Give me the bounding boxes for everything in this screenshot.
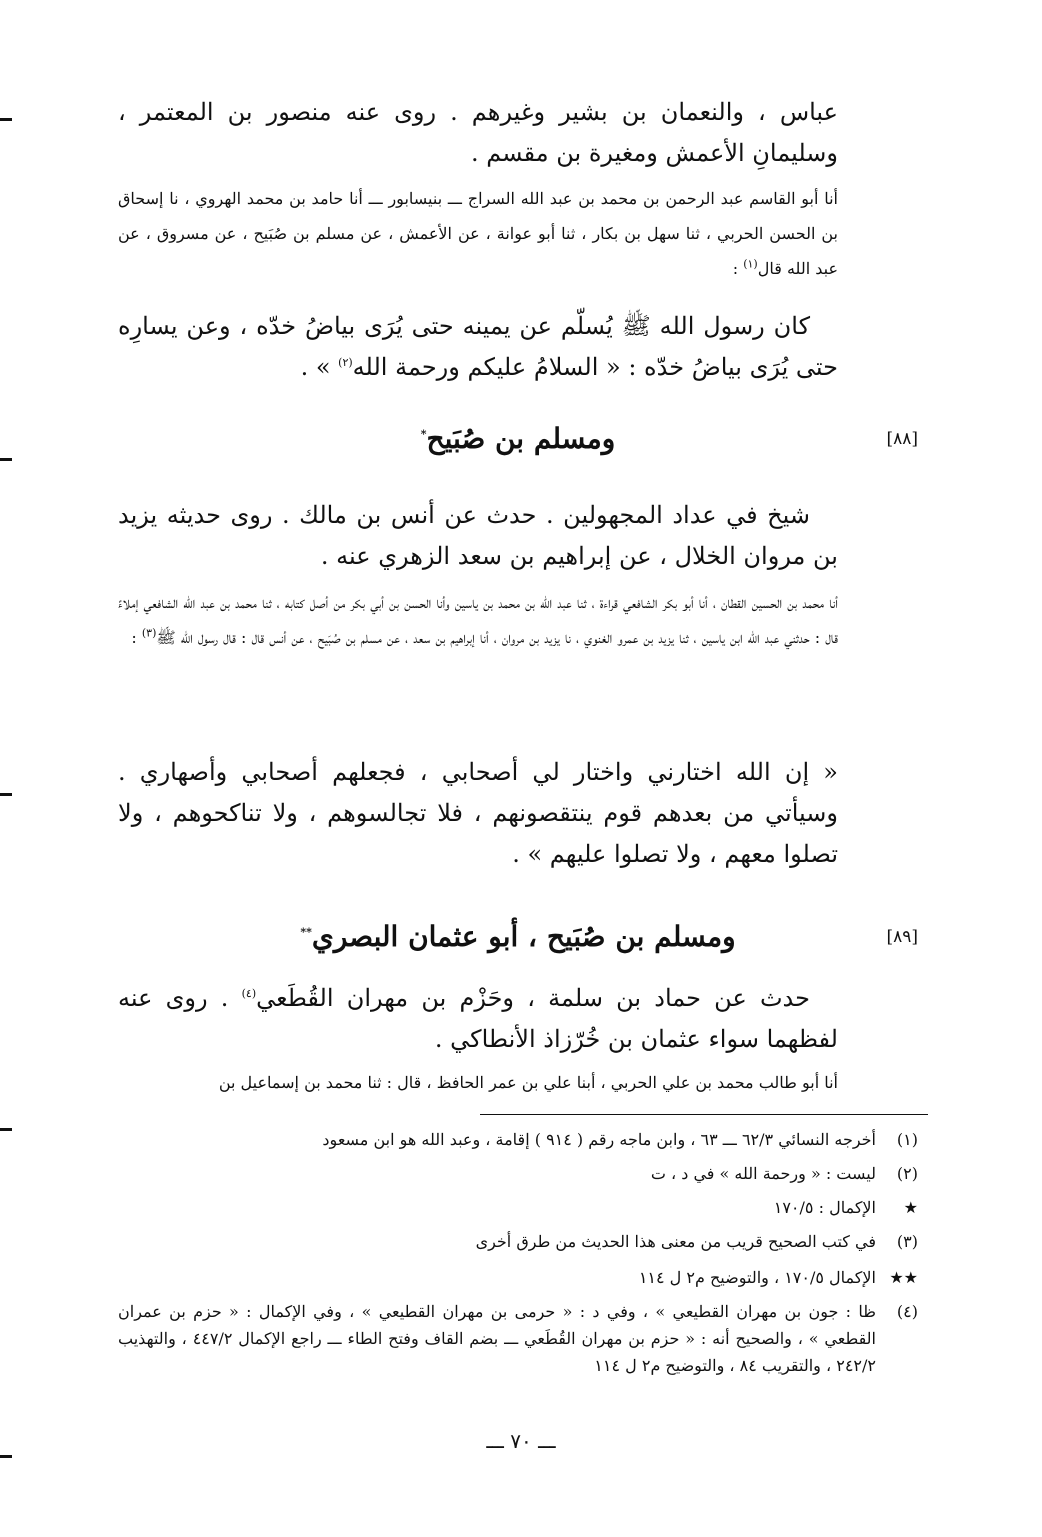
- entry-number: [٨٩]: [886, 927, 918, 947]
- intro-hadith: كان رسول الله ﷺ يُسلّم عن يمينه حتى يُرَى بياضُ خدّه ، وعن يسارِه حتى يُرَى بياضُ خدّه : « السلامُ عليكم ورحمة الله$^{(٢)}$ » .: [118, 312, 838, 381]
- intro-isnad: أنا أبو القاسم عبد الرحمن بن محمد بن عبد الله السراج ـــ بنيسابور ـــ أنا حامد بن محمد الهروي ، نا إسحاق بن الحسن الحربي ، ثنا سهل بن بكار ، ثنا أبو عوانة ، عن الأعمش ، عن مسلم بن صُبَيح ، عن مسروق ، عن عبد الله قال$^{(١)}$ :: [118, 189, 838, 278]
- footnote-1: (١) أخرجه النسائي ٦٢/٣ ـــ ٦٣ ، وابن ماجه رقم ( ٩١٤ ) إقامة ، وعبد الله هو ابن مسعود: [322, 1130, 918, 1149]
- footnote-ref: (٢): [338, 356, 353, 369]
- footnote-3: (٣) في كتب الصحيح قريب من معنى هذا الحديث من طرق أخرى: [475, 1232, 918, 1251]
- page-number: ـــ ٧٠ ـــ: [486, 1429, 556, 1453]
- scan-edge-mark: [0, 458, 12, 461]
- entry-88-paragraph: شيخ في عداد المجهولين . حدث عن أنس بن مالك . روى حديثه يزيد بن مروان الخلال ، عن إبراهيم بن سعد الزهري عنه .: [118, 501, 838, 570]
- scan-edge-mark: [0, 793, 12, 796]
- footnote-ref: (١): [743, 257, 758, 271]
- footnote-double-star: ★★ الإكمال ١٧٠/٥ ، والتوضيح م٢ ل ١١٤: [638, 1268, 918, 1287]
- title-star-mark: *: [420, 427, 427, 441]
- entry-title: ومسلم بن صُبَيح*: [420, 422, 616, 455]
- footnote-4: (٤) ظا : جون بن مهران القطيعي » ، وفي د : « حرمى بن مهران القطيعي » ، وفي الإكمال : « حزم بن عمران القطعي » ، والصحيح أنه : « حزم بن مهران القُطَعي ـــ بضم القاف وفتح الطاء ـــ راجع الإكمال ٤٤٧/٢ ، والتهذيب ٢٤٢/٢ ، والتقريب ٨٤ ، والتوضيح م٢ ل ١١٤: [118, 1302, 918, 1375]
- footnote-2: (٢) ليست : « ورحمة الله » في د ، ت: [650, 1164, 918, 1183]
- footnote-ref: (٣): [141, 626, 157, 640]
- footnote-star: ★ الإكمال : ١٧٠/٥: [773, 1198, 918, 1217]
- scan-edge-mark: [0, 118, 12, 121]
- entry-89-heading: [118, 912, 918, 962]
- entry-88-heading: [118, 414, 918, 464]
- entry-89-paragraph: حدث عن حماد بن سلمة ، وحَزْم بن مهران القُطَعي$^{(٤)}$ . روى عنه لفظهما سواء عثمان بن خُرّزاذ الأنطاكي .: [118, 984, 838, 1053]
- title-star-mark: **: [300, 925, 312, 939]
- footnote-separator: [480, 1114, 928, 1115]
- entry-88-hadith: « إن الله اختارني واختار لي أصحابي ، فجعلهم أصحابي وأصهاري . وسيأتي من بعدهم قوم ينتقصونهم ، فلا تجالسوهم ، ولا تناكحوهم ، ولا تصلوا معهم ، ولا تصلوا عليهم » .: [118, 758, 838, 868]
- scan-edge-mark: [0, 1128, 12, 1131]
- entry-89-isnad: أنا أبو طالب محمد بن علي الحربي ، أبنا علي بن عمر الحافظ ، قال : ثنا محمد بن إسماعيل بن: [218, 1073, 838, 1092]
- entry-88-isnad: أنا محمد بن الحسين القطان ، أنا أبو بكر الشافعي قراءة ، ثنا عبد الله بن محمد بن ياسين وأنا الحسن بن أبي بكر من أصل كتابه ، ثنا محمد بن عبد الله الشافعي إملاءً قال : حدثني عبد الله ابن ياسين ، ثنا يزيد بن عمرو الغنوي ، نا يزيد بن مروان ، أنا إبراهيم بن سعد ، عن مسلم بن صُبَيح ، عن أنس قال : قال رسول الله ﷺ$^{(٣)}$ :: [118, 593, 838, 647]
- entry-number: [٨٨]: [886, 429, 918, 449]
- intro-paragraph: عباس ، والنعمان بن بشير وغيرهم . روى عنه منصور بن المعتمر ، وسليمانِ الأعمش ومغيرة بن مقسم .: [118, 98, 838, 167]
- entry-title: ومسلم بن صُبَيح ، أبو عثمان البصري**: [300, 920, 736, 953]
- footnote-ref: (٤): [241, 987, 257, 1000]
